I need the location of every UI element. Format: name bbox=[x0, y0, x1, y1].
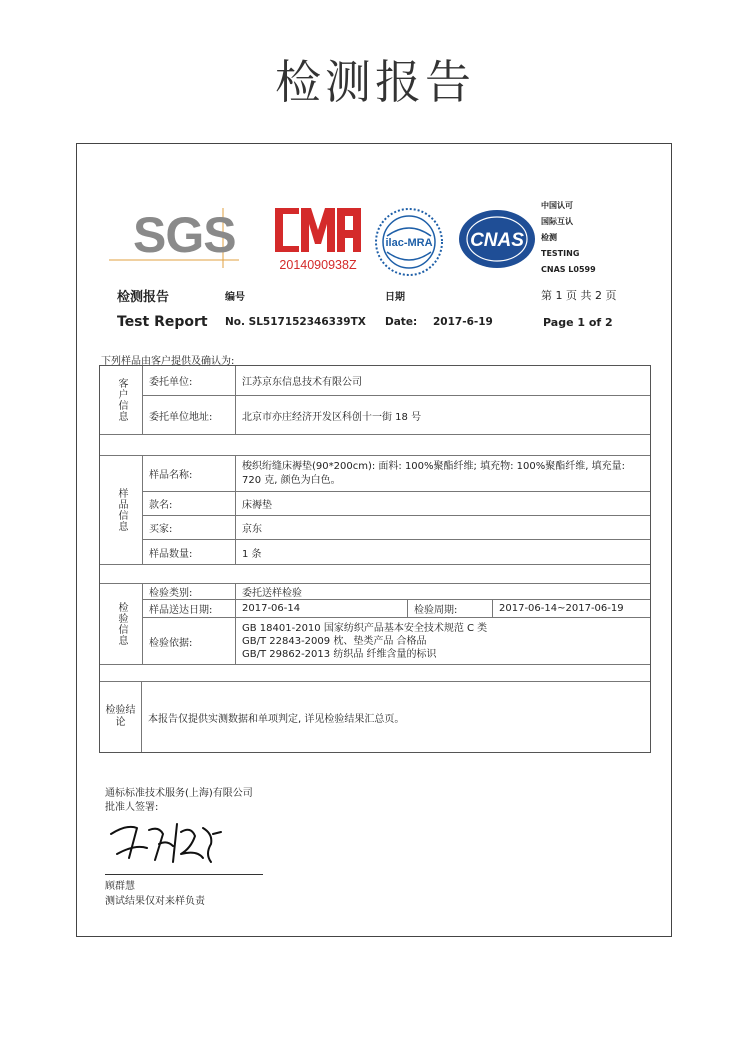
field-label: 检验周期: bbox=[408, 600, 493, 617]
report-table bbox=[99, 365, 651, 753]
field-value bbox=[236, 618, 650, 664]
field-label: 样品名称: bbox=[143, 456, 236, 491]
field-label: 买家: bbox=[143, 516, 236, 539]
sample-section bbox=[100, 456, 650, 565]
page-count-cn: 第 1 页 共 2 页 bbox=[541, 289, 617, 302]
disclaimer: 测试结果仅对来样负责 bbox=[105, 896, 205, 907]
client-section bbox=[100, 366, 650, 435]
cma-logo bbox=[269, 200, 367, 278]
cma-number: 2014090938Z bbox=[279, 258, 357, 272]
table-row bbox=[143, 618, 650, 664]
section-label: 检验结论 bbox=[100, 682, 142, 752]
field-label: 委托单位地址: bbox=[143, 396, 236, 434]
field-value: 委托送样检验 bbox=[242, 588, 302, 599]
sgs-logo bbox=[105, 204, 245, 272]
test-report-document bbox=[76, 143, 672, 937]
field-value: 京东 bbox=[242, 524, 262, 535]
report-number: No. SL517152346339TX bbox=[225, 316, 366, 328]
date-label-en: Date: bbox=[385, 316, 418, 328]
ilac-text: ilac-MRA bbox=[385, 237, 433, 249]
page-title: 检测报告 bbox=[275, 55, 475, 109]
table-row bbox=[143, 540, 650, 564]
report-number-label: 编号 bbox=[225, 292, 245, 303]
conclusion-text: 本报告仅提供实测数据和单项判定, 详见检验结果汇总页。 bbox=[148, 713, 405, 725]
field-label: 款名: bbox=[143, 492, 236, 515]
cert-line: 国际互认 bbox=[541, 217, 573, 226]
field-value: 梭织绗缝床褥垫(90*200cm): 面料: 100%聚酯纤维; 填充物: 100%聚酯纤维, 填充量: 720 克, 颜色为白色。 bbox=[242, 460, 625, 486]
cert-line: 检测 bbox=[541, 233, 557, 242]
table-row bbox=[143, 600, 650, 618]
date-label-cn: 日期 bbox=[385, 292, 405, 303]
cnas-logo bbox=[457, 208, 537, 270]
field-value: 江苏京东信息技术有限公司 bbox=[242, 377, 362, 388]
approver-name: 顾群慧 bbox=[105, 881, 135, 892]
sgs-logo-text: SGS bbox=[133, 207, 236, 263]
section-label: 检验信息 bbox=[100, 584, 143, 664]
field-label: 检验依据: bbox=[143, 618, 236, 664]
field-value: 2017-06-14~2017-06-19 bbox=[499, 603, 624, 614]
cert-line: 中国认可 bbox=[541, 201, 573, 210]
basis-line: GB/T 22843-2009 枕、垫类产品 合格品 bbox=[242, 635, 427, 647]
cnas-text: CNAS bbox=[470, 230, 524, 251]
table-row bbox=[143, 456, 650, 492]
cert-line: CNAS L0599 bbox=[541, 265, 596, 274]
approver-label: 批准人签署: bbox=[105, 802, 159, 813]
signature bbox=[107, 814, 227, 870]
report-title-cn: 检测报告 bbox=[117, 290, 170, 305]
field-label: 委托单位: bbox=[143, 366, 236, 395]
signature-line bbox=[105, 874, 263, 875]
spacer-row bbox=[100, 435, 650, 456]
field-value: 床褥垫 bbox=[242, 500, 272, 511]
ilac-mra-logo bbox=[373, 206, 445, 278]
conclusion-section bbox=[100, 682, 650, 752]
report-date: 2017-6-19 bbox=[433, 316, 493, 328]
field-label: 检验类别: bbox=[143, 584, 236, 599]
inspection-section bbox=[100, 584, 650, 665]
field-value: 1 条 bbox=[242, 548, 262, 560]
table-row bbox=[143, 396, 650, 434]
table-row bbox=[143, 584, 650, 600]
cert-line: TESTING bbox=[541, 249, 580, 258]
field-value: 北京市亦庄经济开发区科创十一街 18 号 bbox=[242, 411, 422, 423]
field-label: 样品送达日期: bbox=[143, 600, 236, 617]
company-name: 通标标准技术服务(上海)有限公司 bbox=[105, 788, 253, 799]
table-row bbox=[143, 366, 650, 396]
table-row bbox=[143, 492, 650, 516]
table-row bbox=[143, 516, 650, 540]
field-value: 2017-06-14 bbox=[236, 600, 408, 617]
spacer-row bbox=[100, 565, 650, 584]
section-label: 样品信息 bbox=[100, 456, 143, 564]
section-label: 客户信息 bbox=[100, 366, 143, 434]
spacer-row bbox=[100, 665, 650, 682]
basis-line: GB/T 29862-2013 纺织品 纤维含量的标识 bbox=[242, 648, 437, 660]
basis-line: GB 18401-2010 国家纺织产品基本安全技术规范 C 类 bbox=[242, 622, 488, 634]
page-count-en: Page 1 of 2 bbox=[543, 316, 613, 329]
sample-notice: 下列样品由客户提供及确认为: bbox=[101, 356, 235, 367]
accreditation-text bbox=[541, 198, 596, 278]
report-title-en: Test Report bbox=[117, 314, 208, 330]
field-label: 样品数量: bbox=[143, 540, 236, 564]
